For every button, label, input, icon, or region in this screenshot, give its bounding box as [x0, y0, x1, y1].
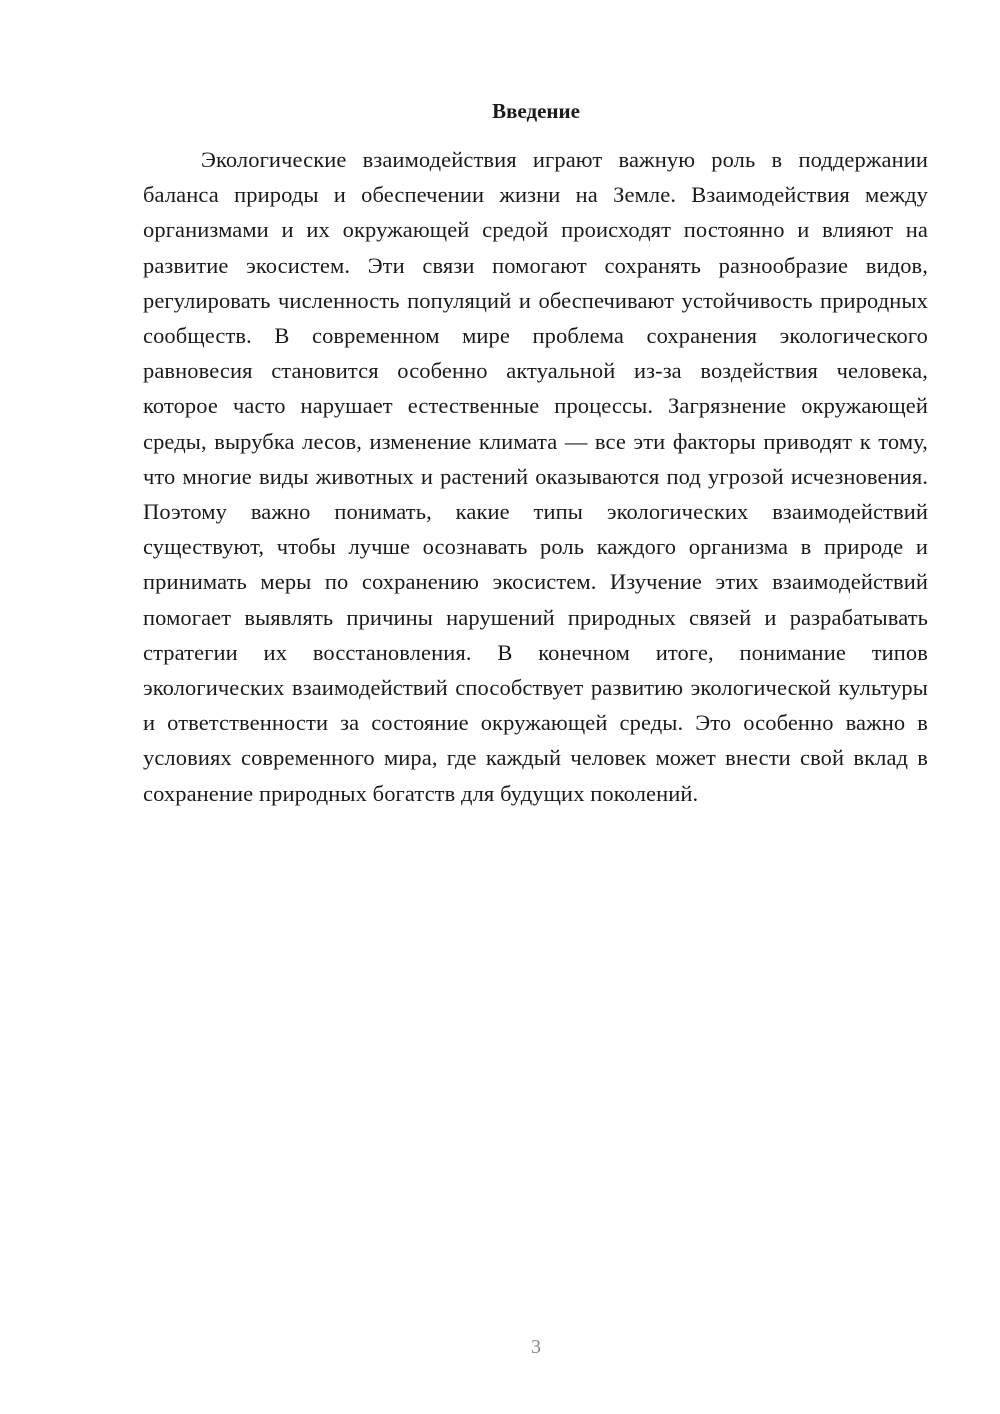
paragraph-text: Экологические взаимодействия играют важную роль в поддержании баланса природы и обеспечении жизни на Земле. Взаимодействия между организмами и их окружающей средой происходят постоянно и влияют на развитие экосистем. Эти связи помогают сохранять разнообразие видов, регулировать численность популяций и обеспечивают устойчивость природных сообществ. В современном мире проблема сохранения экологического равновесия становится особенно актуальной из-за воздействия человека, которое часто нарушает естественные процессы. Загрязнение окружающей среды, вырубка лесов, изменение климата — все эти факторы приводят к тому, что многие виды животных и растений оказываются под угрозой исчезновения. Поэтому важно понимать, какие типы экологических взаимодействий существуют, чтобы лучше осознавать роль каждого организма в природе и принимать меры по сохранению экосистем. Изучение этих взаимодействий помогает выявлять причины нарушений природных связей и разрабатывать стратегии их восстановления. В конечном итоге, понимание типов экологических взаимодействий способствует развитию экологической культуры и ответственности за состояние окружающей среды. Это особенно важно в условиях современного мира, где каждый человек может внести свой вклад в сохранение природных богатств для будущих поколений.: [143, 147, 928, 806]
body-paragraph: [143, 142, 928, 811]
page-title: Введение: [492, 99, 580, 123]
page-number: 3: [531, 1336, 541, 1358]
